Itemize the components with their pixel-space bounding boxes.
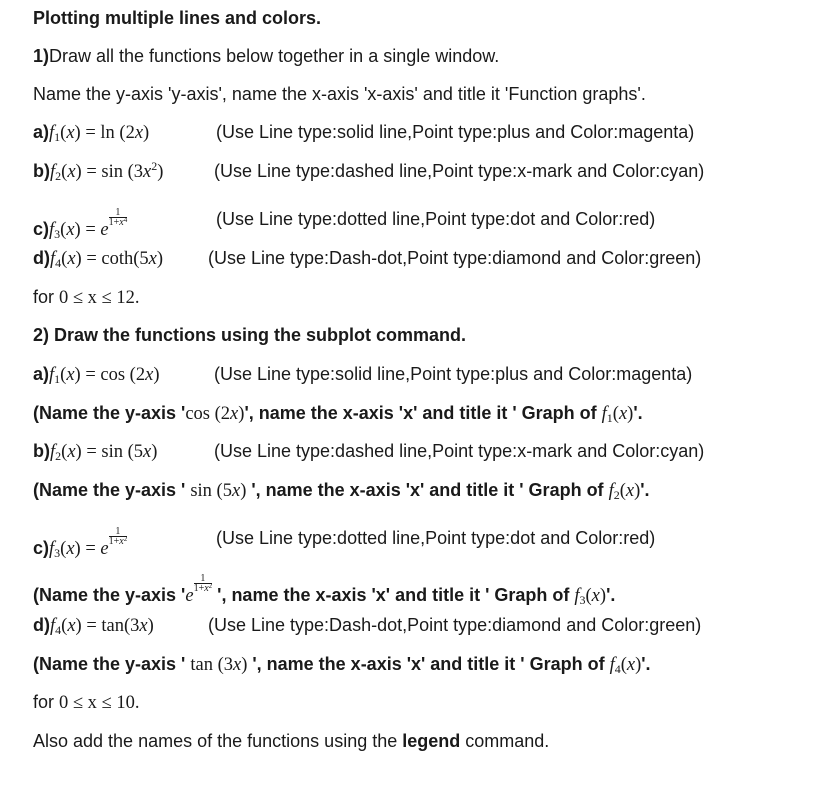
- part2-heading: 2) Draw the functions using the subplot command.: [33, 325, 467, 345]
- part1-instruction: Name the y-axis 'y-axis', name the x-axis 'x-axis' and title it 'Function graphs'.: [33, 84, 646, 104]
- part2-item-a: $a)f_1(x) = \cos (2x)$: [33, 364, 160, 386]
- part1-item-b: $b)f_2(x) = \sin (3x^2)$: [33, 159, 164, 183]
- page-title: Plotting multiple lines and colors.: [33, 8, 322, 28]
- footer-note: Also add the names of the functions using the legend command.: [33, 731, 550, 751]
- part2-item-c-names: (Name the y-axis 'e $\frac{1}{1+x^2}$ ', name the x-axis 'x' and title it ' Graph of $f_3(x)'$.: [33, 573, 616, 607]
- part1-item-a-note: (Use Line type:solid line,Point type:plus and Color:magenta): [216, 122, 695, 142]
- part2-item-a-note: (Use Line type:solid line,Point type:plus and Color:magenta): [214, 364, 693, 384]
- part1-heading: 1)Draw all the functions below together in a single window.: [33, 46, 500, 66]
- part2-item-d-note: (Use Line type:Dash-dot,Point type:diamond and Color:green): [208, 615, 702, 635]
- part1-item-b-note: (Use Line type:dashed line,Point type:x-mark and Color:cyan): [214, 161, 705, 181]
- part1-item-a: $a)f_1(x) = \ln (2x)$: [33, 122, 150, 144]
- part1-item-c: $c)f_3(x) = e$ $\frac{1}{1+x^4}$: [33, 207, 128, 241]
- part2-range: for 0 ≤ x ≤ 10.: [33, 692, 140, 713]
- part2-item-a-names: (Name the y-axis 'cos (2x)', name the x-axis 'x' and title it ' Graph of $f_1(x)'$.: [33, 403, 643, 425]
- part1-range: for 0 ≤ x ≤ 12.: [33, 287, 140, 308]
- part2-item-b-names: (Name the y-axis ' sin (5x) ', name the x-axis 'x' and title it ' Graph of $f_2(x)'$.: [33, 480, 650, 502]
- part1-item-d: $d)f_4(x) = \cot h(5x)$: [33, 248, 164, 270]
- part2-item-b-note: (Use Line type:dashed line,Point type:x-mark and Color:cyan): [214, 441, 705, 461]
- part1-item-d-note: (Use Line type:Dash-dot,Point type:diamond and Color:green): [208, 248, 702, 268]
- part1-item-c-note: (Use Line type:dotted line,Point type:dot and Color:red): [216, 209, 656, 229]
- part2-item-c-note: (Use Line type:dotted line,Point type:dot and Color:red): [216, 528, 656, 548]
- part2-item-b: $b)f_2(x) = \sin (5x)$: [33, 441, 158, 463]
- part2-item-d: $d)f_4(x) = \tan(3x)$: [33, 615, 154, 637]
- part2-item-d-names: (Name the y-axis ' tan (3x) ', name the x-axis 'x' and title it ' Graph of $f_4(x)'$.: [33, 654, 651, 676]
- part2-item-c: $c)f_3(x) = e$ $\frac{1}{1+x^2}$: [33, 526, 128, 560]
